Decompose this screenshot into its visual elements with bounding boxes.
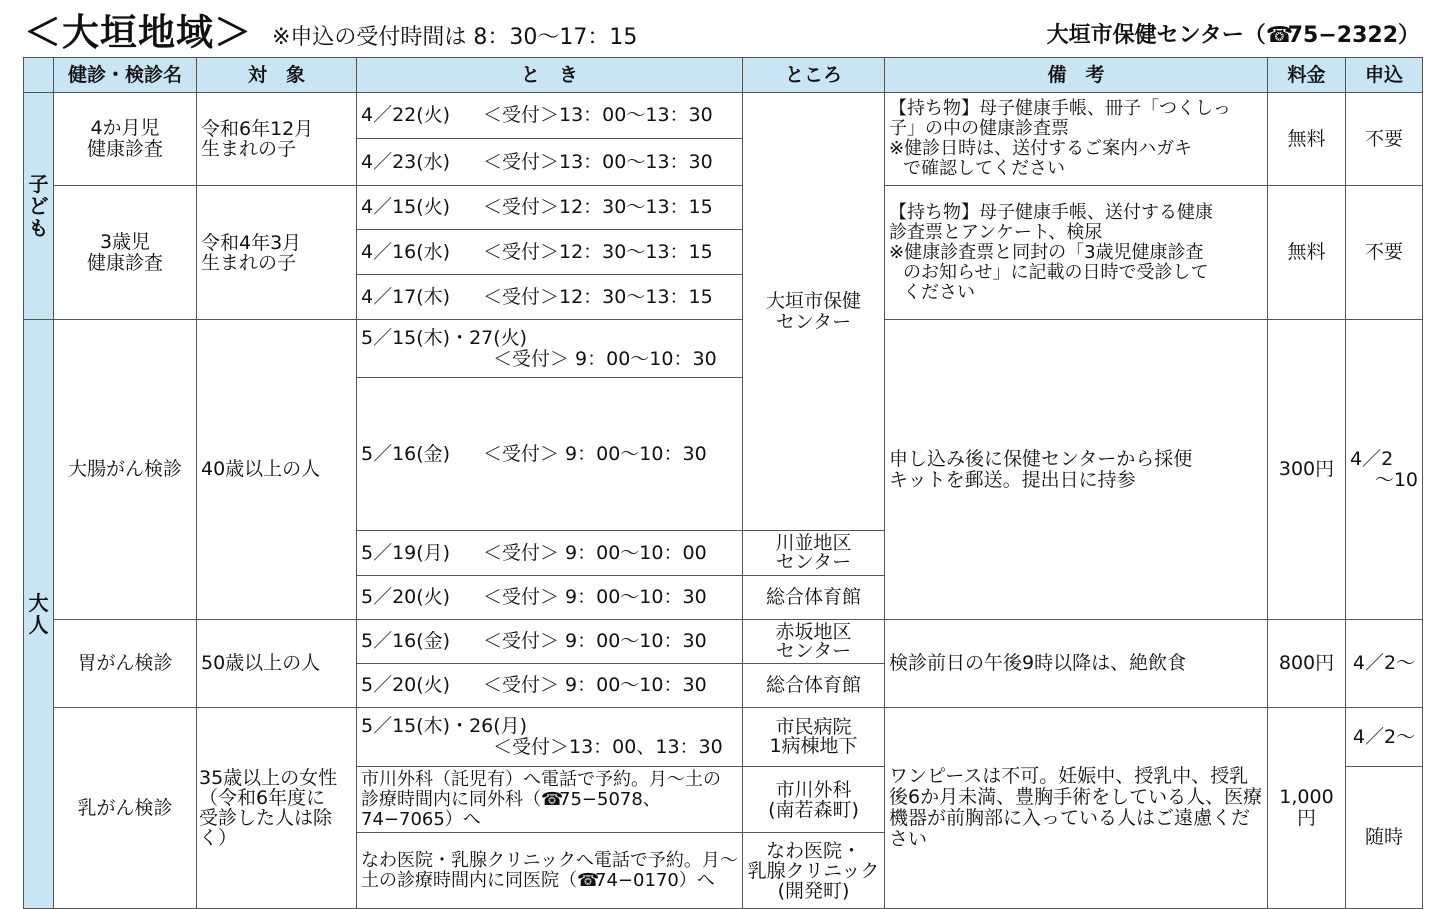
- target: 令和6年12月 生まれの子: [197, 93, 357, 186]
- phone-icon: ☎: [1265, 23, 1294, 48]
- fee: 1,000円: [1268, 708, 1346, 909]
- date: 4／17(木): [361, 285, 451, 308]
- date: 5／15(木)・27(火): [361, 326, 528, 349]
- reception-time: ＜受付＞12：30〜13：15: [483, 285, 713, 308]
- reception-time: ＜受付＞ 9：00〜10：00: [483, 541, 707, 564]
- reception-time: ＜受付＞13：00、13：30: [493, 736, 723, 758]
- schedule-cell: [357, 708, 743, 767]
- remarks-line: ください: [903, 281, 975, 303]
- remarks: ワンピースは不可。妊娠中、授乳中、授乳後6か月未満、豊胸手術をしている人、医療機器が前胸部に入っている人はご遠慮ください: [885, 708, 1268, 909]
- schedule-cell: [357, 275, 743, 320]
- reservation-info: [357, 833, 743, 909]
- header-fee: 料金: [1268, 58, 1346, 93]
- application: [1346, 320, 1423, 620]
- category-adults: [24, 320, 54, 909]
- header-remarks: 備 考: [885, 58, 1268, 93]
- category-children-label: 子ども: [28, 172, 49, 240]
- fee: 無料: [1268, 93, 1346, 186]
- date: 5／16(金): [361, 442, 451, 465]
- date: 5／15(木)・26(月): [361, 715, 528, 737]
- schedule-cell: [357, 320, 743, 378]
- schedule-cell: [357, 139, 743, 186]
- checkup-name: 乳がん検診: [54, 708, 197, 909]
- remarks: 申し込み後に保健センターから採便 キットを郵送。提出日に持参: [885, 320, 1268, 620]
- header-when: と き: [357, 58, 743, 93]
- reception-time: ＜受付＞ 9：00〜10：30: [483, 674, 707, 696]
- table-row: [24, 93, 1423, 139]
- schedule-cell: [357, 620, 743, 664]
- category-children: [24, 93, 54, 320]
- place: 赤坂地区 センター: [743, 620, 885, 664]
- date: 5／16(金): [361, 630, 451, 652]
- reservation-text: なわ医院・乳腺クリニックへ電話で予約。月〜土の診療時間内に同医院（: [361, 849, 738, 891]
- place: 市民病院 1病棟地下: [743, 708, 885, 767]
- phone-icon: ☎: [541, 788, 564, 810]
- application-line: 4／2: [1350, 447, 1394, 470]
- table-header-row: [24, 58, 1423, 93]
- center-contact: [1047, 18, 1420, 49]
- remarks: [885, 186, 1268, 320]
- checkup-name: 大腸がん検診: [54, 320, 197, 620]
- reception-time: ＜受付＞12：30〜13：15: [483, 240, 713, 263]
- checkup-name: 胃がん検診: [54, 620, 197, 708]
- region-title: ＜大垣地域＞: [24, 11, 252, 54]
- place: 大垣市保健 センター: [743, 93, 885, 531]
- remarks-line: 診査票とアンケート、検尿: [889, 221, 1103, 243]
- table-row: [24, 620, 1423, 664]
- reception-time: ＜受付＞ 9：00〜10：30: [483, 586, 707, 608]
- date: 4／23(水): [361, 150, 451, 173]
- place: 総合体育館: [743, 576, 885, 620]
- remarks-line: 子」の中の健康診査票: [889, 118, 1069, 139]
- header-blank: [24, 58, 54, 93]
- date: 4／16(水): [361, 240, 451, 263]
- schedule-cell: [357, 664, 743, 708]
- phone-icon: ☎: [577, 869, 600, 891]
- reception-time: ＜受付＞ 9：00〜10：30: [493, 347, 717, 370]
- remarks: [885, 93, 1268, 186]
- schedule-cell: [357, 230, 743, 275]
- fee: 無料: [1268, 186, 1346, 320]
- target: 40歳以上の人: [197, 320, 357, 620]
- reservation-phone: 74−0170）へ: [595, 869, 715, 891]
- center-phone: 75−2322）: [1287, 23, 1420, 48]
- remarks-line: で確認してください: [903, 158, 1065, 179]
- reservation-text: 市川外科（託児有）へ電話で予約。月〜土の診療時間内に同外科（: [361, 768, 721, 810]
- date: 5／20(火): [361, 586, 451, 608]
- date: 5／20(火): [361, 674, 451, 696]
- fee: 800円: [1268, 620, 1346, 708]
- checkup-schedule-table: [23, 57, 1423, 909]
- header-checkup-name: 健診・検診名: [54, 58, 197, 93]
- place: 市川外科 (南若森町): [743, 767, 885, 833]
- table-row: [24, 708, 1423, 767]
- application: 4／2〜: [1346, 620, 1423, 708]
- remarks: 検診前日の午後9時以降は、絶飲食: [885, 620, 1268, 708]
- target: 令和4年3月 生まれの子: [197, 186, 357, 320]
- reception-hours-note: ※申込の受付時間は 8：30〜17：15: [272, 25, 638, 50]
- header-target: 対 象: [197, 58, 357, 93]
- header-place: ところ: [743, 58, 885, 93]
- reception-time: ＜受付＞ 9：00〜10：30: [483, 630, 707, 652]
- schedule-cell: [357, 531, 743, 576]
- remarks-line: ※健康診査票と同封の「3歳児健康診査: [889, 241, 1204, 263]
- schedule-cell: [357, 576, 743, 620]
- fee: 300円: [1268, 320, 1346, 620]
- remarks-line: 【持ち物】母子健康手帳、冊子「つくしっ: [889, 98, 1231, 119]
- schedule-cell: [357, 93, 743, 139]
- remarks-line: のお知らせ」に記載の日時で受診して: [903, 261, 1209, 283]
- application-line: 〜10: [1374, 468, 1418, 491]
- application: 4／2〜: [1346, 708, 1423, 767]
- checkup-name: 3歳児 健康診査: [54, 186, 197, 320]
- reservation-phone: 75−5078、74−7065）へ: [361, 788, 661, 830]
- reception-time: ＜受付＞13：00〜13：30: [483, 104, 713, 126]
- application: 不要: [1346, 186, 1423, 320]
- target: 50歳以上の人: [197, 620, 357, 708]
- table-row: [24, 320, 1423, 378]
- center-name: 大垣市保健センター（: [1046, 23, 1266, 48]
- reception-time: ＜受付＞12：30〜13：15: [483, 196, 713, 218]
- remarks-line: 【持ち物】母子健康手帳、送付する健康: [889, 201, 1213, 223]
- schedule-cell: [357, 378, 743, 531]
- schedule-cell: [357, 186, 743, 230]
- place: 川並地区 センター: [743, 531, 885, 576]
- category-adults-label: 大人: [28, 591, 49, 637]
- reception-time: ＜受付＞13：00〜13：30: [483, 150, 713, 173]
- date: 4／15(火): [361, 196, 451, 218]
- application: 不要: [1346, 93, 1423, 186]
- date: 5／19(月): [361, 541, 451, 564]
- date: 4／22(火): [361, 104, 451, 126]
- reservation-info: [357, 767, 743, 833]
- application: 随時: [1346, 767, 1423, 909]
- place: なわ医院・ 乳腺クリニック (開発町): [743, 833, 885, 909]
- target: 35歳以上の女性 （令和6年度に 受診した人は除く）: [197, 708, 357, 909]
- checkup-name: 4か月児 健康診査: [54, 93, 197, 186]
- reception-time: ＜受付＞ 9：00〜10：30: [483, 442, 707, 465]
- table-row: [24, 186, 1423, 230]
- place: 総合体育館: [743, 664, 885, 708]
- header-application: 申込: [1346, 58, 1423, 93]
- page-header: [0, 0, 1440, 52]
- remarks-line: ※健診日時は、送付するご案内ハガキ: [889, 138, 1193, 159]
